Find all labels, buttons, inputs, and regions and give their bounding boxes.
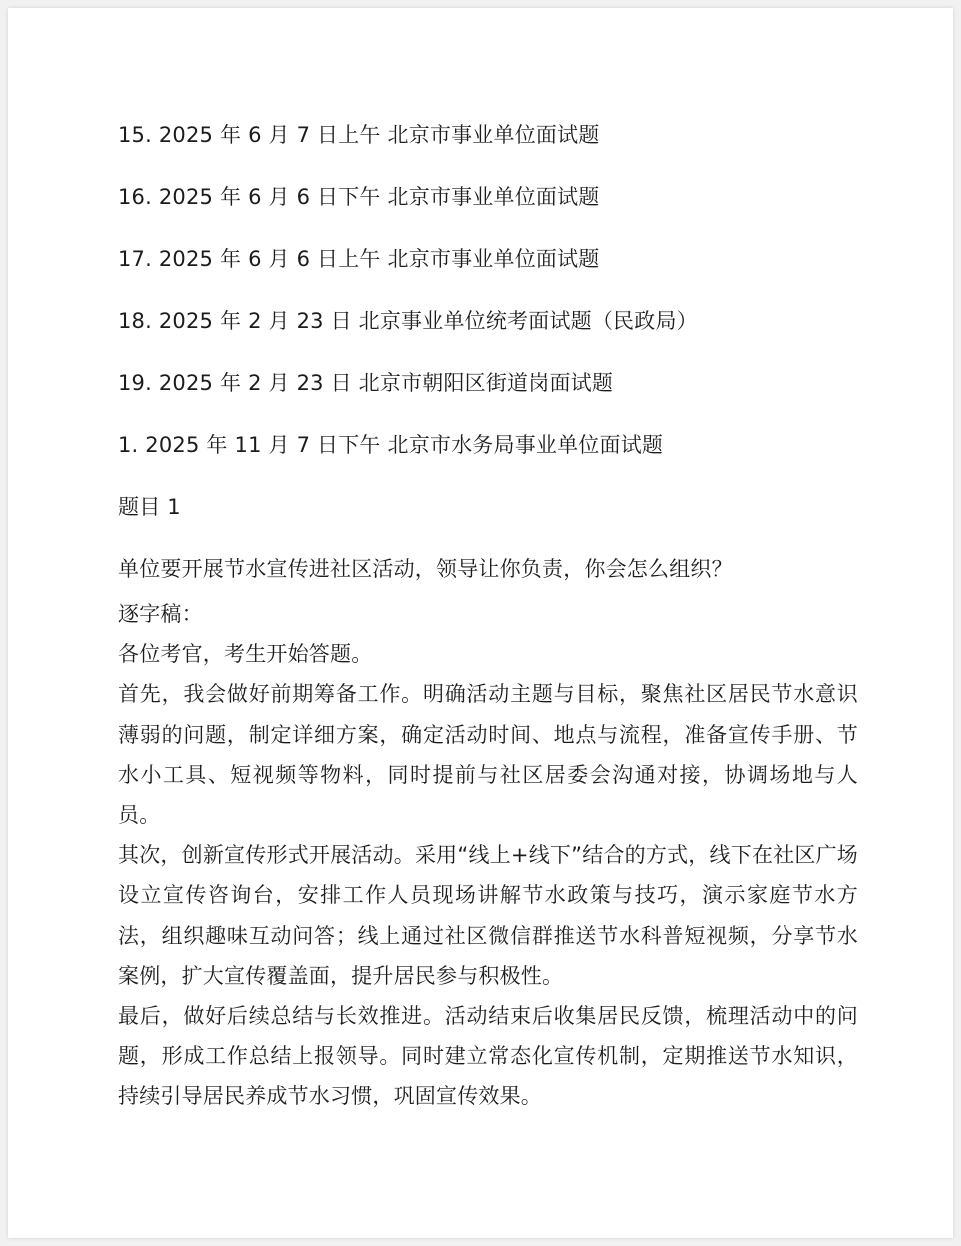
list-item-1: 1. 2025 年 11 月 7 日下午 北京市水务局事业单位面试题 bbox=[118, 433, 664, 457]
list-item-16: 16. 2025 年 6 月 6 日下午 北京市事业单位面试题 bbox=[118, 185, 600, 209]
document-page bbox=[8, 8, 953, 1238]
paragraph-first: 首先，我会做好前期筹备工作。明确活动主题与目标，聚焦社区居民节水意识薄弱的问题，制定详细方案，确定活动时间、地点与流程，准备宣传手册、节水小工具、短视频等物料，同时提前与社区居委会沟通对接，协调场地与人员。 bbox=[118, 682, 858, 828]
list-item-19: 19. 2025 年 2 月 23 日 北京市朝阳区街道岗面试题 bbox=[118, 371, 614, 395]
paragraph-second: 其次，创新宣传形式开展活动。采用“线上+线下”结合的方式，线下在社区广场设立宣传咨询台，安排工作人员现场讲解节水政策与技巧，演示家庭节水方法，组织趣味互动问答；线上通过社区微信群推送节水科普短视频，分享节水案例，扩大宣传覆盖面，提升居民参与积极性。 bbox=[118, 843, 858, 988]
paragraph-last: 最后，做好后续总结与长效推进。活动结束后收集居民反馈，梳理活动中的问题，形成工作总结上报领导。同时建立常态化宣传机制，定期推送节水知识，持续引导居民养成节水习惯，巩固宣传效果。 bbox=[118, 1004, 858, 1109]
list-item-15: 15. 2025 年 6 月 7 日上午 北京市事业单位面试题 bbox=[118, 123, 600, 147]
paragraph-opening: 各位考官，考生开始答题。 bbox=[118, 642, 373, 667]
question-heading: 题目 1 bbox=[118, 495, 181, 519]
document-content bbox=[118, 120, 858, 1117]
list-item-18: 18. 2025 年 2 月 23 日 北京事业单位统考面试题（民政局） bbox=[118, 309, 698, 333]
list-item-17: 17. 2025 年 6 月 6 日上午 北京市事业单位面试题 bbox=[118, 247, 600, 271]
question-text: 单位要开展节水宣传进社区活动，领导让你负责，你会怎么组织？ bbox=[118, 557, 733, 581]
transcript-label: 逐字稿： bbox=[118, 602, 203, 626]
